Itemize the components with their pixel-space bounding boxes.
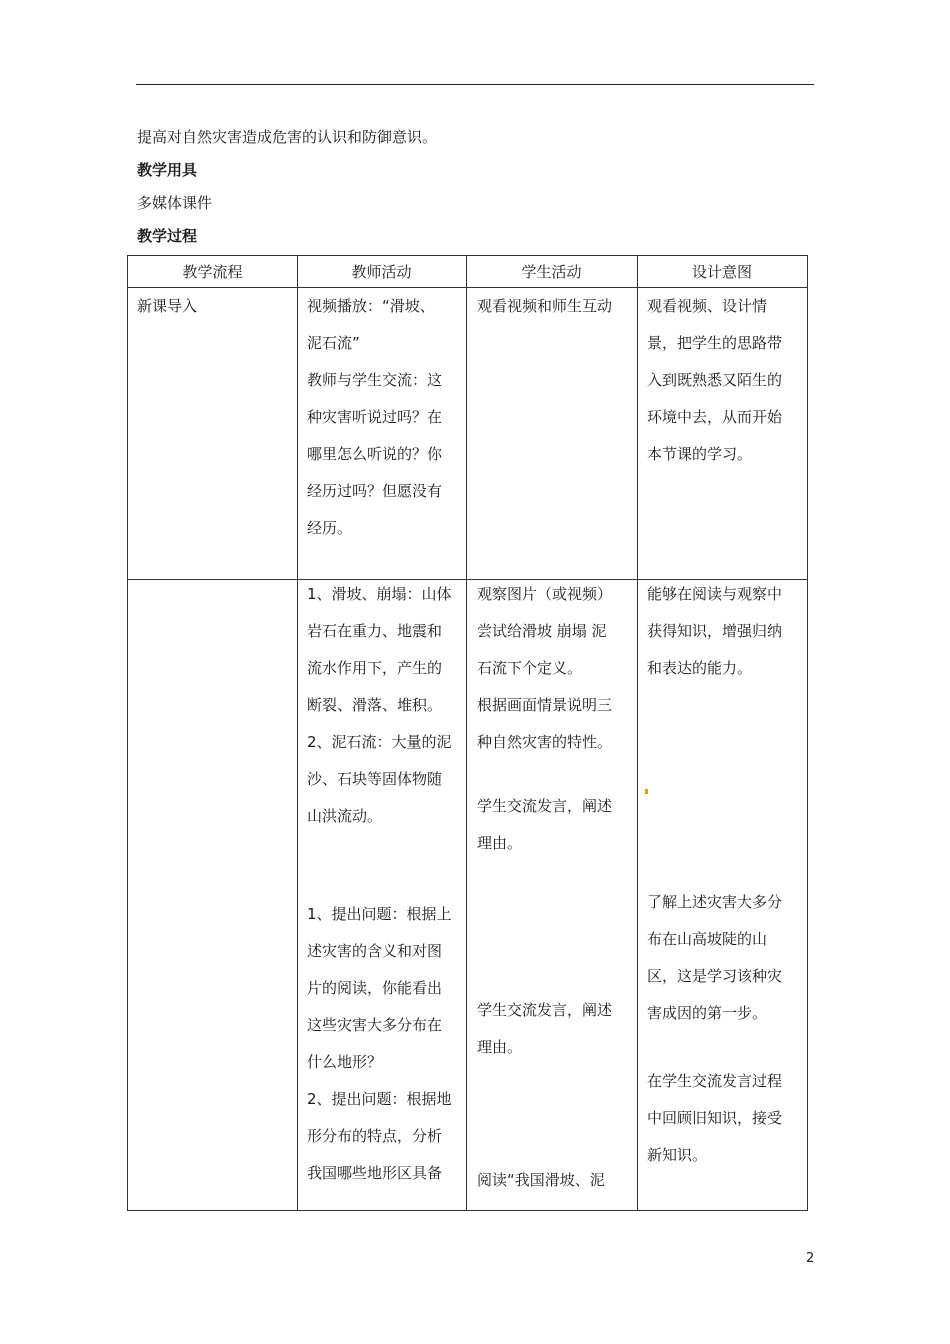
teaching-process-table <box>127 255 808 1211</box>
process-heading: 教学过程 <box>137 227 198 245</box>
design-intent-distribution: 了解上述灾害大多分 布在山高坡陡的山 区，这是学习该种灾 害成因的第一步。 <box>647 893 783 1022</box>
intro-paragraph: 提高对自然灾害造成危害的认识和防御意识。 <box>137 128 438 146</box>
table-col-divider <box>297 256 298 1210</box>
student-activity-discuss-1: 学生交流发言，阐述 理由。 <box>477 797 613 852</box>
student-activity-discuss-2: 学生交流发言，阐述 理由。 <box>477 1001 613 1056</box>
table-col-divider <box>637 256 638 1210</box>
student-activity-read: 阅读“我国滑坡、泥 <box>477 1171 605 1189</box>
stray-mark <box>645 789 648 794</box>
flow-new-lesson: 新课导入 <box>137 297 198 315</box>
design-intent-intro: 观看视频、设计情 景，把学生的思路带 入到既熟悉又陌生的 环境中去，从而开始 本节课的学习。 <box>647 297 783 463</box>
teacher-activity-questions: 1、提出问题：根据上 述灾害的含义和对图 片的阅读，你能看出 这些灾害大多分布在 什么地形？ 2、提出问题：根据地 形分布的特点，分析 我国哪些地形区具备 <box>307 905 452 1182</box>
design-intent-observe: 能够在阅读与观察中 获得知识，增强归纳 和表达的能力。 <box>647 585 783 677</box>
header-design: 设计意图 <box>691 263 752 281</box>
header-rule <box>136 84 814 85</box>
tools-text: 多媒体课件 <box>137 194 213 212</box>
student-activity-observe: 观察图片（或视频） 尝试给滑坡 崩塌 泥 石流下个定义。 根据画面情景说明三 种自然灾害的特性。 <box>477 585 613 751</box>
design-intent-review: 在学生交流发言过程 中回顾旧知识，接受 新知识。 <box>647 1072 783 1164</box>
table-col-divider <box>466 256 467 1210</box>
student-activity-intro: 观看视频和师生互动 <box>477 297 613 315</box>
teacher-activity-intro: 视频播放：“滑坡、 泥石流” 教师与学生交流：这 种灾害听说过吗？在 哪里怎么听说的？你 经历过吗？但愿没有 经历。 <box>307 297 443 537</box>
header-student: 学生活动 <box>521 263 582 281</box>
page-number: 2 <box>806 1251 815 1266</box>
header-teacher: 教师活动 <box>351 263 412 281</box>
teacher-activity-definitions: 1、滑坡、崩塌：山体 岩石在重力、地震和 流水作用下，产生的 断裂、滑落、堆积。 2、泥石流：大量的泥 沙、石块等固体物随 山洪流动。 <box>307 585 452 825</box>
header-flow: 教学流程 <box>182 263 243 281</box>
tools-heading: 教学用具 <box>137 161 198 179</box>
